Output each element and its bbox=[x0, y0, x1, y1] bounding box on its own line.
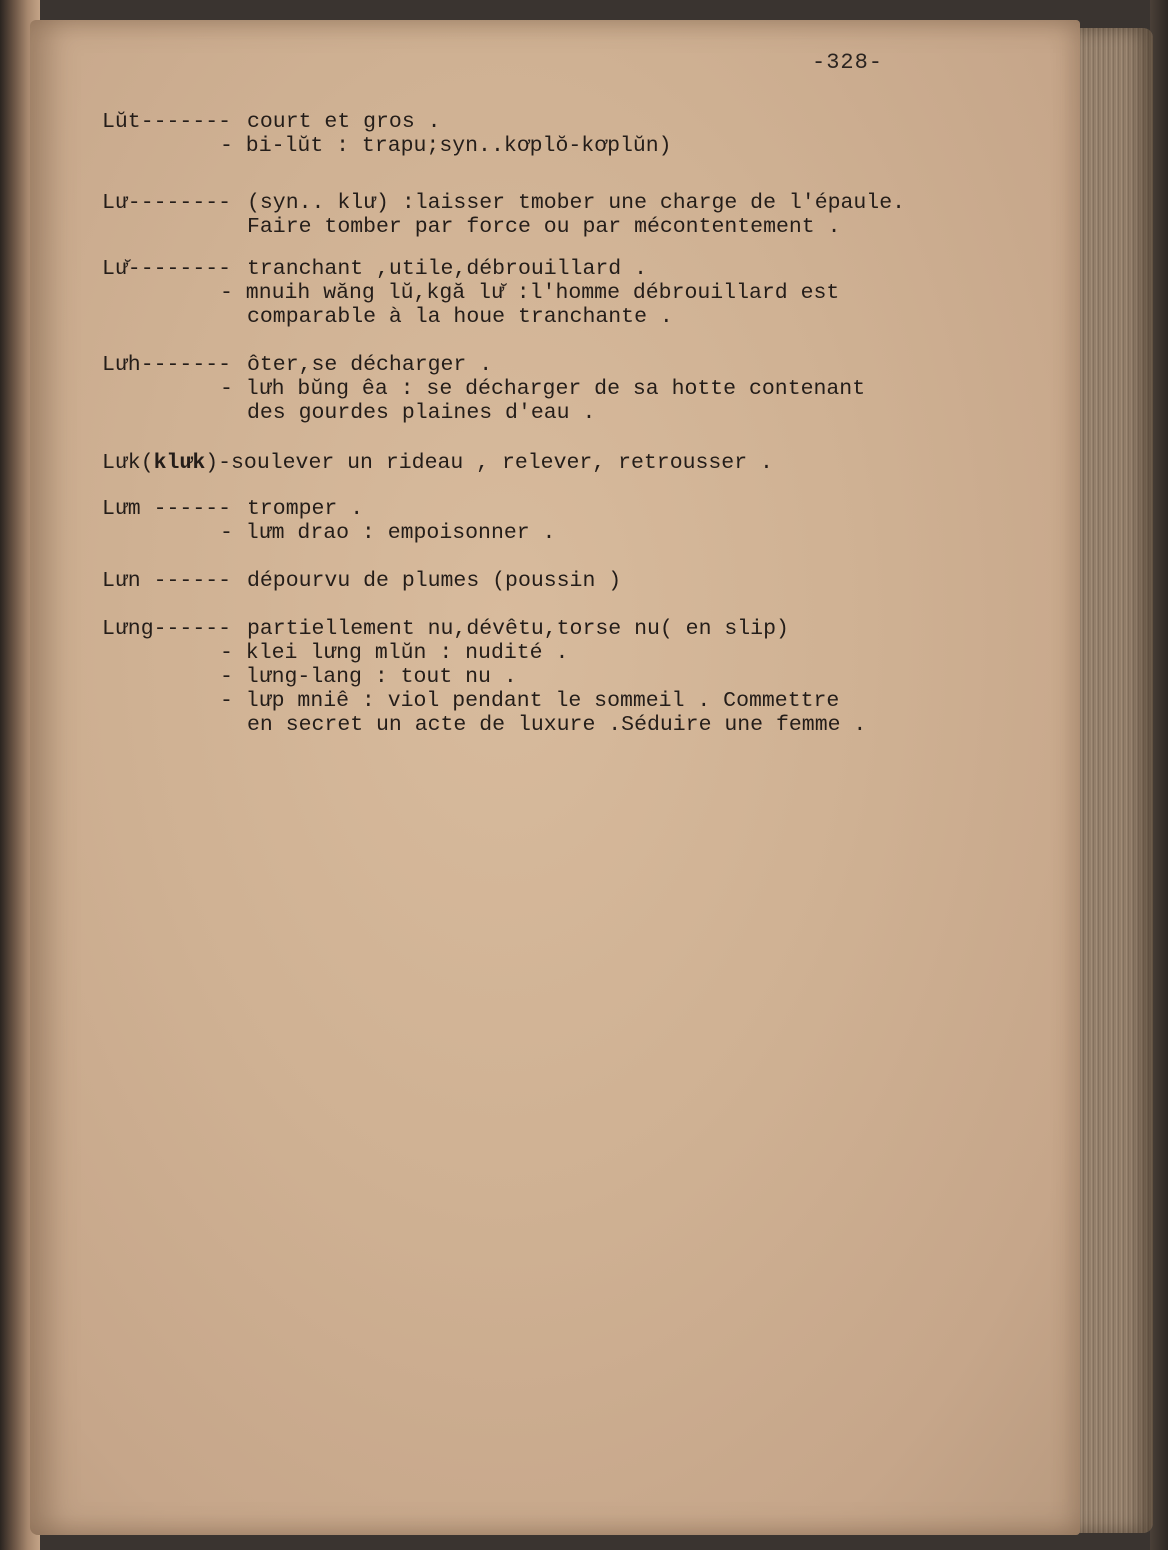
dictionary-entry bbox=[102, 353, 865, 425]
definition-continuation: Faire tomber par force ou par mécontentement . bbox=[247, 215, 841, 239]
definition: court et gros . bbox=[247, 110, 441, 134]
sub-entry: - mnuih wăng lŭ,kgă lư̆ :l'homme débrouillard est bbox=[220, 281, 840, 305]
dictionary-entry bbox=[102, 617, 866, 737]
definition-continuation: comparable à la houe tranchante . bbox=[247, 305, 673, 329]
dictionary-entry bbox=[102, 110, 672, 158]
sub-entry: - lưp mniê : viol pendant le sommeil . Commettre bbox=[220, 689, 840, 713]
sub-entry: - lưh bŭng êa : se décharger de sa hotte contenant bbox=[220, 377, 866, 401]
definition: tranchant ,utile,débrouillard . bbox=[247, 257, 647, 281]
headword: Lưh------- bbox=[102, 353, 232, 377]
dictionary-entry bbox=[102, 451, 773, 475]
definition-continuation: des gourdes plaines d'eau . bbox=[247, 401, 596, 425]
dictionary-entry bbox=[102, 191, 905, 239]
book-page bbox=[30, 20, 1080, 1535]
definition: partiellement nu,dévêtu,torse nu( en slip) bbox=[247, 617, 789, 641]
definition: soulever un rideau , relever, retrousser . bbox=[231, 451, 773, 475]
headword: Lŭt------- bbox=[102, 110, 232, 134]
headword: Lư̆-------- bbox=[102, 257, 232, 281]
headword bbox=[102, 451, 231, 475]
headword-part: )- bbox=[205, 451, 232, 475]
dictionary-entry bbox=[102, 257, 839, 329]
sub-entry: - klei lưng mlŭn : nudité . bbox=[220, 641, 569, 665]
definition-continuation: en secret un acte de luxure .Séduire une femme . bbox=[247, 713, 867, 737]
dictionary-entry bbox=[102, 497, 555, 545]
definition: (syn.. klư) :laisser tmober une charge de l'épaule. bbox=[247, 191, 906, 215]
dictionary-entry bbox=[102, 569, 621, 593]
page-stack-edge bbox=[1075, 28, 1153, 1533]
headword: Lưm ------ bbox=[102, 497, 232, 521]
definition: dépourvu de plumes (poussin ) bbox=[247, 569, 622, 593]
headword-bold-part: klưk bbox=[153, 451, 206, 475]
headword: Lưn ------ bbox=[102, 569, 232, 593]
definition: ôter,se décharger . bbox=[247, 353, 493, 377]
sub-entry: - bi-lŭt : trapu;syn..kơplŏ-kơplŭn) bbox=[220, 134, 672, 158]
page-number: -328- bbox=[812, 50, 884, 75]
sub-entry: - lưm drao : empoisonner . bbox=[220, 521, 556, 545]
sub-entry: - lưng-lang : tout nu . bbox=[220, 665, 517, 689]
definition: tromper . bbox=[247, 497, 364, 521]
headword-part: Lưk( bbox=[102, 451, 154, 475]
headword: Lư-------- bbox=[102, 191, 232, 215]
headword: Lưng------ bbox=[102, 617, 232, 641]
